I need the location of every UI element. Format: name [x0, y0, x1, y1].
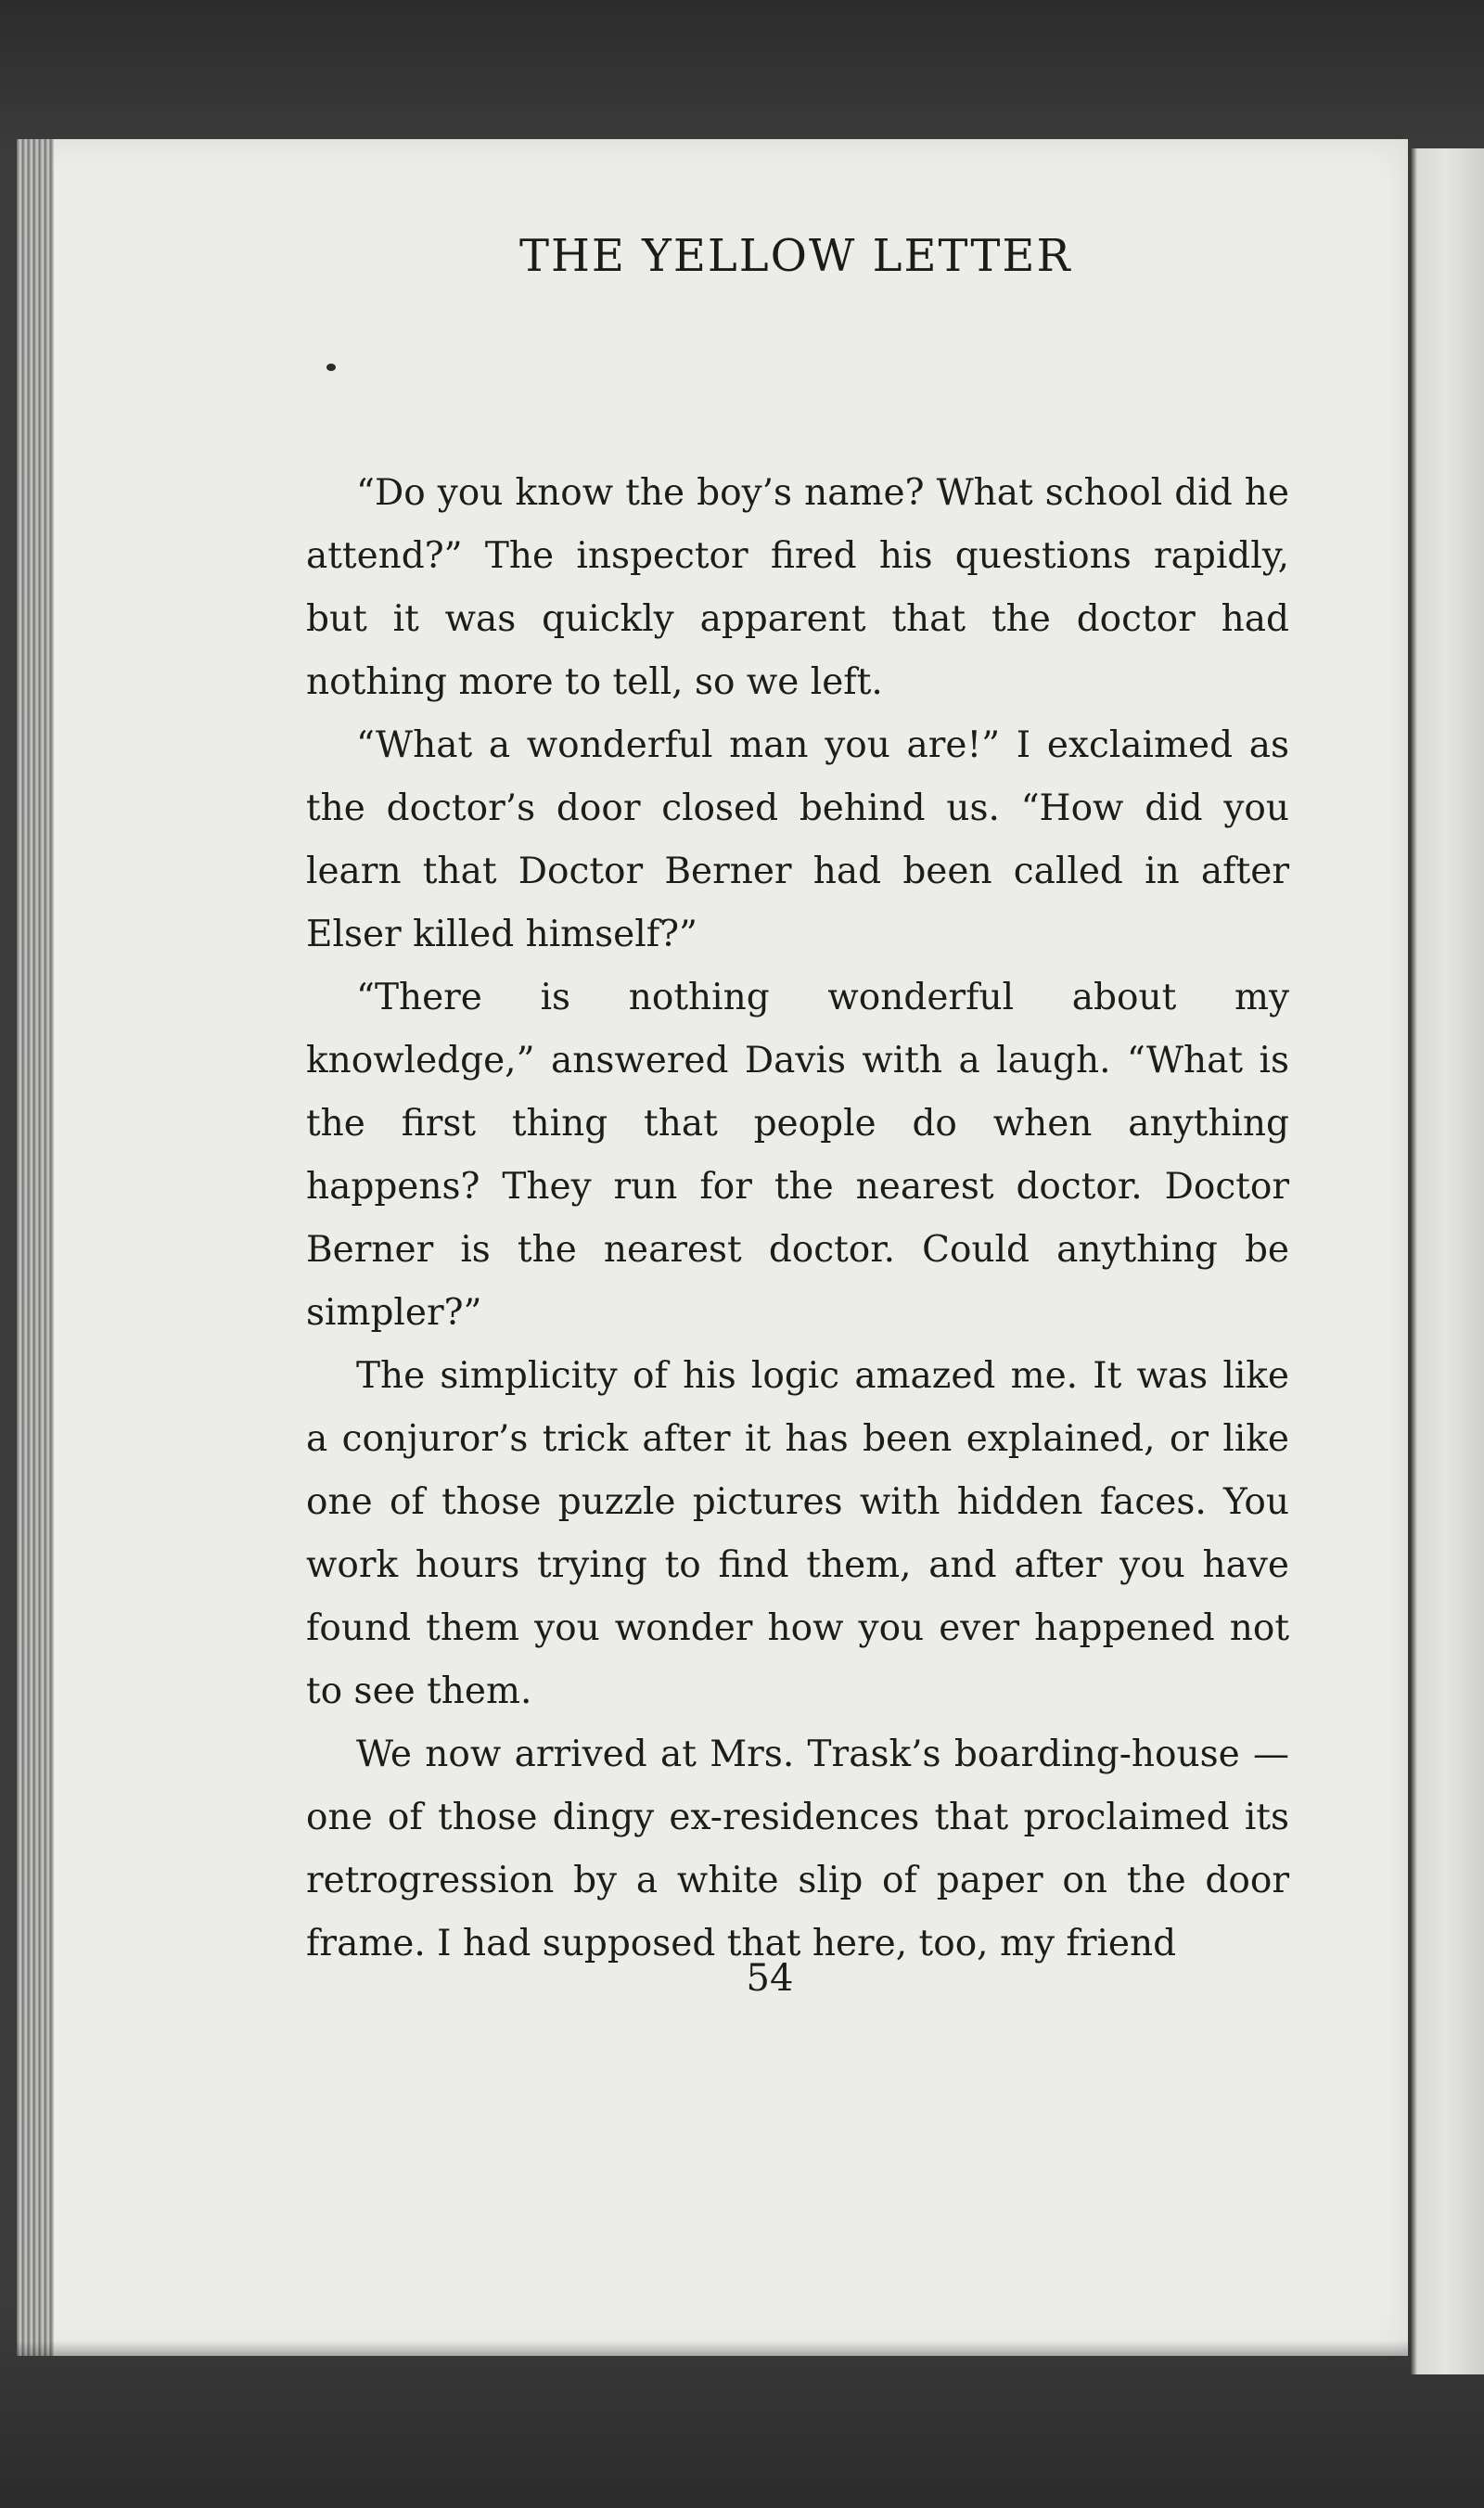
running-head: THE YELLOW LETTER: [519, 230, 1072, 282]
paragraph-4: The simplicity of his logic amazed me. It was like a conjuror’s trick after it has been explained, or like one of those puzzle pictures with hidden faces. You work hours trying to find them, and after you have found them you wonder how you ever happened not to see them.: [306, 1355, 1289, 1712]
facing-page-edge: [1410, 148, 1484, 2374]
page-number: 54: [746, 1957, 794, 2000]
page-shadow: [17, 2341, 1408, 2356]
ink-mark: [326, 364, 336, 371]
paragraph-5: We now arrived at Mrs. Trask’s boarding-house —one of those dingy ex-residences that proclaimed its retrogression by a white slip of paper on the door frame. I had supposed that here, too, my friend: [306, 1734, 1289, 1964]
paragraph-1: “Do you know the boy’s name? What school did he attend?” The inspector fired his questions rapidly, but it was quickly apparent that the doctor had nothing more to tell, so we left.: [306, 472, 1289, 703]
paragraph-3: “There is nothing wonderful about my knowledge,” answered Davis with a laugh. “What is the first thing that people do when anything happens? They run for the nearest doctor. Doctor Berner is the nearest doctor. Could anything be simpler?”: [306, 977, 1289, 1334]
book-binding: [17, 139, 54, 2356]
body-text: [306, 462, 1289, 1976]
paragraph-2: “What a wonderful man you are!” I exclaimed as the doctor’s door closed behind us. “How did you learn that Doctor Berner had been called in after Elser killed himself?”: [306, 724, 1289, 955]
